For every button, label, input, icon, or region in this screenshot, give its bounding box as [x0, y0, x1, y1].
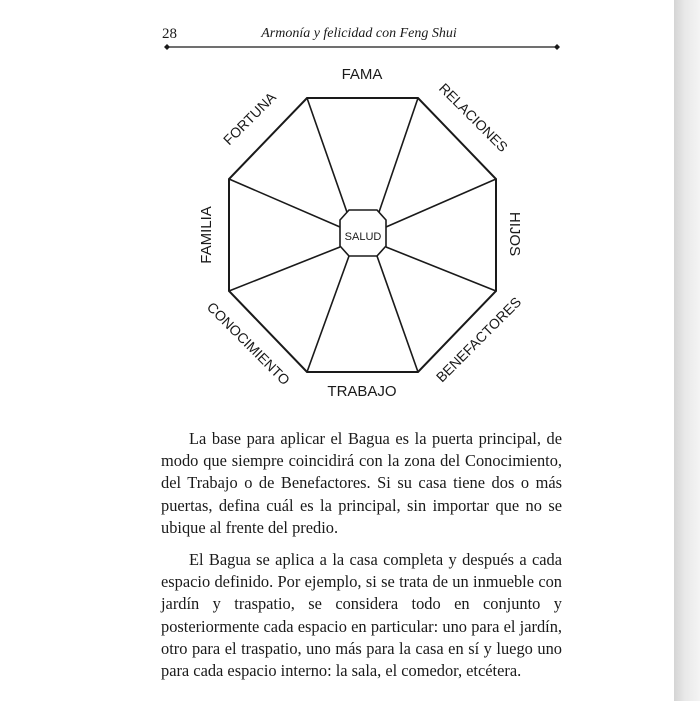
area-fortuna-label: FORTUNA	[219, 88, 279, 148]
area-benefactores-label: BENEFACTORES	[432, 293, 525, 386]
area-trabajo-label: TRABAJO	[327, 383, 397, 400]
area-conocimiento-label: CONOCIMIENTO	[203, 298, 294, 389]
area-hijos-label: HIJOS	[506, 211, 523, 257]
area-relaciones-label: RELACIONES	[435, 79, 512, 156]
area-salud-label: SALUD	[344, 231, 382, 243]
body-paragraph-1: La base para aplicar el Bagua es la puerta principal, de modo que siempre coincidirá con la zona del Conocimiento, del Trabajo o de Benefactores. Si su casa tiene dos o más puertas, defina cuál es la principal, sin importar que no se ubique al frente del predio.	[161, 429, 562, 537]
body-paragraph-2: El Bagua se aplica a la casa completa y después a cada espacio definido. Por ejemplo, si se trata de un inmueble con jardín y traspatio, se considera todo en conjunto y posteriormente cada espacio en particular: uno para el jardín, otro para el traspatio, uno más para la casa en sí y luego uno para cada espacio interno: la sala, el comedor, etcétera.	[161, 550, 562, 681]
page-number: 28	[162, 26, 177, 42]
running-title: Armonía y felicidad con Feng Shui	[261, 26, 457, 41]
area-fama-label: FAMA	[341, 66, 383, 83]
area-familia-label: FAMILIA	[198, 206, 215, 264]
